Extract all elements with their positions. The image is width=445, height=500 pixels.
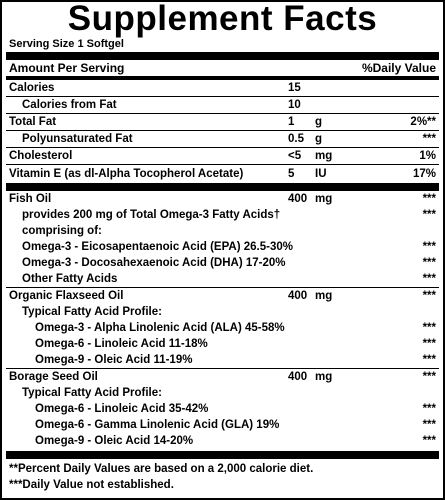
nutrient-row bbox=[2, 131, 443, 147]
nutrient-unit: g bbox=[315, 116, 323, 128]
ingredient-label: Omega-3 - Eicosapentaenoic Acid (EPA) 26.5-30% bbox=[22, 241, 293, 253]
nutrient-unit: mg bbox=[315, 150, 333, 162]
nutrient-row bbox=[2, 80, 443, 96]
daily-value-header: %Daily Value bbox=[361, 61, 436, 75]
ingredient-daily-value: *** bbox=[422, 403, 436, 415]
ingredient-row bbox=[2, 320, 443, 336]
ingredient-daily-value: *** bbox=[422, 354, 436, 366]
ingredient-label: Omega-6 - Linoleic Acid 11-18% bbox=[35, 338, 208, 350]
ingredient-row bbox=[2, 401, 443, 417]
nutrient-label: Vitamin E (as dl-Alpha Tocopherol Acetate) bbox=[9, 168, 244, 180]
nutrient-daily-value: 2%** bbox=[410, 116, 436, 128]
ingredient-row bbox=[2, 417, 443, 433]
nutrient-daily-value: 17% bbox=[412, 168, 436, 180]
nutrient-label: Polyunsaturated Fat bbox=[22, 133, 133, 145]
ingredient-label: provides 200 mg of Total Omega-3 Fatty Acids† bbox=[22, 209, 281, 221]
ingredient-daily-value: *** bbox=[422, 435, 436, 447]
ingredient-row bbox=[2, 369, 443, 385]
ingredient-row bbox=[2, 239, 443, 255]
nutrient-amount: <5 bbox=[288, 150, 302, 162]
ingredient-daily-value: *** bbox=[422, 193, 436, 205]
ingredient-label: Borage Seed Oil bbox=[9, 371, 98, 383]
amount-per-serving-header: Amount Per Serving bbox=[9, 61, 125, 75]
ingredient-row bbox=[2, 223, 443, 239]
ingredient-amount: 400 bbox=[288, 371, 308, 383]
ingredient-label: Omega-3 - Alpha Linolenic Acid (ALA) 45-58% bbox=[35, 322, 285, 334]
ingredient-amount: 400 bbox=[288, 290, 308, 302]
nutrient-unit: IU bbox=[315, 168, 327, 180]
ingredient-daily-value: *** bbox=[422, 273, 436, 285]
ingredient-daily-value: *** bbox=[422, 257, 436, 269]
nutrient-row bbox=[2, 165, 443, 183]
nutrient-row bbox=[2, 97, 443, 113]
ingredient-unit: mg bbox=[315, 193, 333, 205]
ingredient-amount: 400 bbox=[288, 193, 308, 205]
ingredient-daily-value: *** bbox=[422, 209, 436, 221]
nutrient-label: Cholesterol bbox=[9, 150, 73, 162]
ingredient-daily-value: *** bbox=[422, 419, 436, 431]
ingredient-row bbox=[2, 304, 443, 320]
nutrient-label: Calories bbox=[9, 82, 55, 94]
ingredient-row bbox=[2, 288, 443, 304]
ingredient-unit: mg bbox=[315, 290, 333, 302]
ingredient-label: Omega-6 - Gamma Linolenic Acid (GLA) 19% bbox=[35, 419, 280, 431]
ingredient-daily-value: *** bbox=[422, 338, 436, 350]
ingredient-row bbox=[2, 255, 443, 271]
footnote-daily-value-not-established: ***Daily Value not established. bbox=[9, 479, 174, 491]
serving-size: Serving Size 1 Softgel bbox=[9, 38, 124, 50]
nutrient-amount: 1 bbox=[288, 116, 295, 128]
ingredient-label: Omega-9 - Oleic Acid 14-20% bbox=[35, 435, 194, 447]
thick-rule bbox=[6, 52, 439, 60]
thick-rule bbox=[6, 183, 439, 191]
ingredient-label: Omega-3 - Docosahexaenoic Acid (DHA) 17-20% bbox=[22, 257, 286, 269]
ingredient-label: Omega-6 - Linoleic Acid 35-42% bbox=[35, 403, 209, 415]
ingredient-label: Typical Fatty Acid Profile: bbox=[22, 306, 162, 318]
nutrient-amount: 15 bbox=[288, 82, 301, 94]
ingredient-unit: mg bbox=[315, 371, 333, 383]
ingredient-row bbox=[2, 191, 443, 207]
ingredient-daily-value: *** bbox=[422, 322, 436, 334]
ingredient-row bbox=[2, 385, 443, 401]
nutrient-row bbox=[2, 114, 443, 130]
nutrient-amount: 0.5 bbox=[288, 133, 304, 145]
column-header bbox=[2, 60, 443, 76]
ingredient-row bbox=[2, 336, 443, 352]
nutrient-daily-value: 1% bbox=[419, 150, 436, 162]
nutrient-amount: 5 bbox=[288, 168, 295, 180]
nutrient-unit: g bbox=[315, 133, 323, 145]
ingredient-daily-value: *** bbox=[422, 241, 436, 253]
ingredient-daily-value: *** bbox=[422, 371, 436, 383]
thick-rule bbox=[6, 451, 439, 459]
nutrient-row bbox=[2, 148, 443, 164]
footnote-percent-daily-values: **Percent Daily Values are based on a 2,000 calorie diet. bbox=[9, 463, 314, 475]
ingredient-label: Other Fatty Acids bbox=[22, 273, 118, 285]
nutrient-label: Calories from Fat bbox=[22, 99, 117, 111]
panel-title: Supplement Facts bbox=[67, 0, 378, 38]
ingredient-row bbox=[2, 207, 443, 223]
ingredient-row bbox=[2, 352, 443, 368]
nutrient-label: Total Fat bbox=[9, 116, 57, 128]
ingredient-label: Organic Flaxseed Oil bbox=[9, 290, 124, 302]
ingredient-row bbox=[2, 271, 443, 287]
ingredient-daily-value: *** bbox=[422, 290, 436, 302]
ingredient-label: comprising of: bbox=[22, 225, 102, 237]
ingredient-row bbox=[2, 433, 443, 449]
ingredient-label: Typical Fatty Acid Profile: bbox=[22, 387, 162, 399]
nutrient-amount: 10 bbox=[288, 99, 301, 111]
nutrient-daily-value: *** bbox=[422, 133, 436, 145]
ingredient-label: Omega-9 - Oleic Acid 11-19% bbox=[35, 354, 193, 366]
ingredient-label: Fish Oil bbox=[9, 193, 52, 205]
